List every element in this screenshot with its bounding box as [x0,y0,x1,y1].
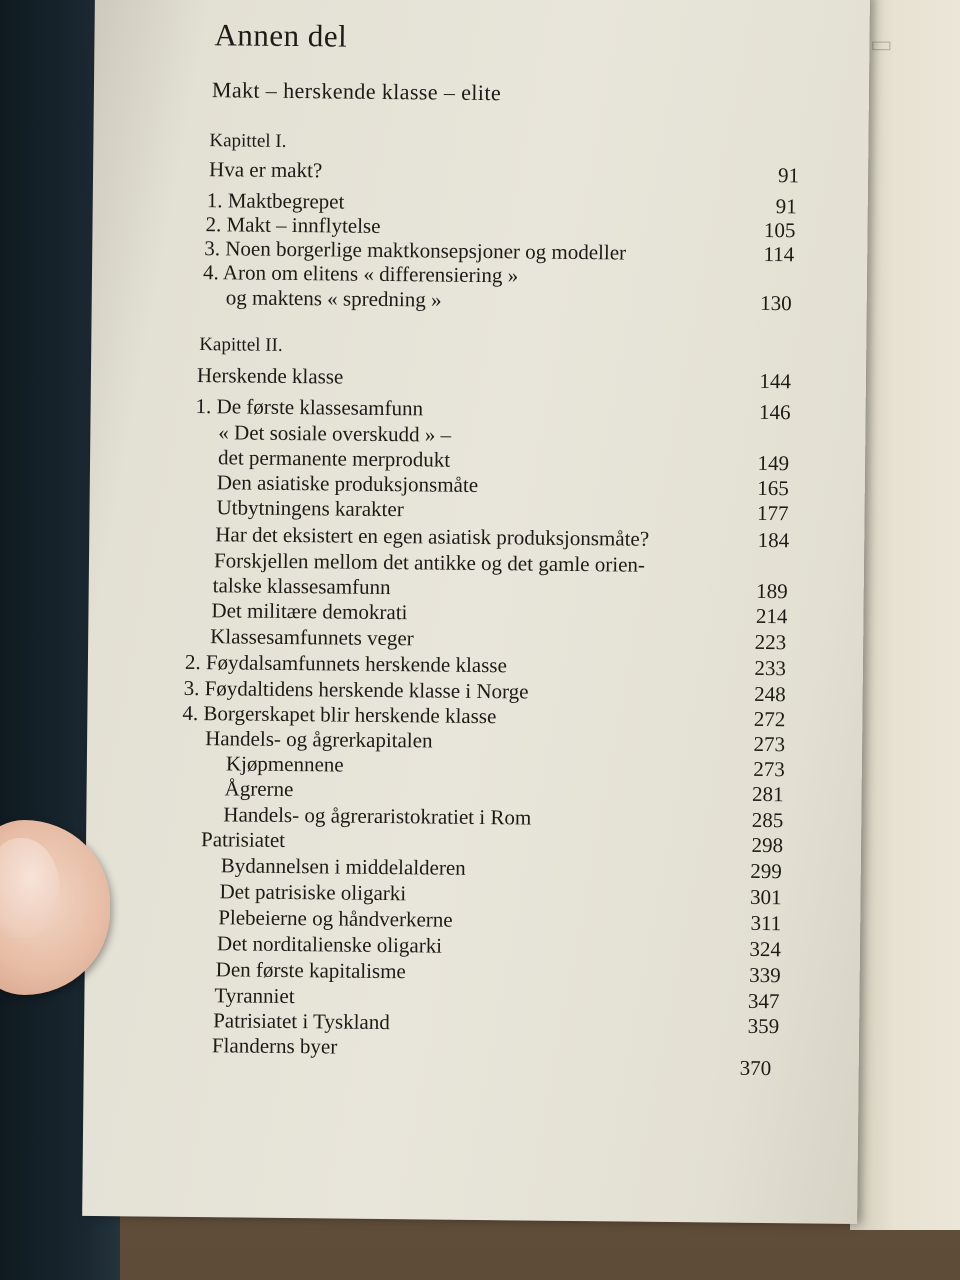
entry-text: Klassesamfunnets veger [210,624,414,651]
entry-text: Den første kapitalisme [215,957,406,984]
entry-text: 1. Maktbegrepet [206,188,345,214]
toc-entry [196,394,791,424]
page-number: 177 [756,500,789,526]
toc-entry [209,157,799,187]
entry-text: 1. De første klassesamfunn [195,394,424,421]
entry-text: Ågrerne [224,776,294,802]
entry-text: Patrisiatet [200,827,286,852]
entry-text: Det patrisiske oligarki [219,879,407,906]
page-number: 223 [754,629,787,655]
toc-entry [218,905,781,935]
toc-entry [212,1033,779,1063]
entry-text: Patrisiatet i Tyskland [213,1008,390,1035]
chapter-label: Kapittel II. [199,334,283,356]
entry-text: Handels- og ågreraristokratiet i Rom [223,802,532,830]
toc-entry [211,598,787,628]
toc-entry [210,624,786,654]
entry-text: Kjøpmennene [225,751,344,777]
entry-text: 3. Føydaltidens herskende klasse i Norge [183,675,529,704]
toc-entry [219,879,781,909]
page-number: 359 [747,1013,780,1039]
entry-text: 2. Føydalsamfunnets herskende klasse [184,649,507,678]
part-title: Annen del [214,17,348,54]
page-number: 347 [747,988,780,1014]
page-number: 184 [757,527,790,553]
toc-entry [201,827,783,857]
entry-text: 3. Noen borgerlige maktkonsepsjoner og modeller [204,236,627,265]
toc-entry [185,650,786,680]
page-number: 273 [753,731,786,757]
page-number: 130 [760,290,792,316]
thumbnail-nail [0,838,60,938]
page-number: 146 [758,399,791,425]
page-number: 285 [751,807,784,833]
page-number: 324 [749,936,782,962]
entry-text: « Det sosiale overskudd » – [218,420,452,447]
entry-text: 4. Aron om elitens « differensiering » [202,260,519,288]
page-number: 105 [763,217,796,243]
page-number: 214 [755,603,788,629]
entry-text: Flanderns byer [211,1033,338,1059]
toc-entry [217,931,781,961]
toc-entry [226,285,792,315]
page-number: 299 [750,858,782,884]
page-number: 91 [777,163,800,188]
entry-text: Handels- og ågrerkapitalen [205,726,433,753]
entry-text: Tyranniet [214,983,295,1009]
page-number: 149 [757,450,790,476]
toc-entry [225,776,784,806]
ghost-text: ▭ [870,32,893,58]
entry-text: Det militære demokrati [211,598,408,625]
entry-text: Herskende klasse [196,363,344,389]
entry-text: Har det eksistert en egen asiatisk produksjonsmåte? [215,522,650,551]
toc-entry [216,957,781,987]
page-number: 114 [763,241,795,267]
page-number: 165 [757,475,789,501]
chapter-label: Kapittel I. [209,130,287,152]
toc-entry [221,853,782,883]
page-number: 144 [759,368,792,394]
entry-text: Forskjellen mellom det antikke og det gamle orien- [213,548,646,577]
page-number: 189 [756,578,788,604]
entry-text: Hva er makt? [208,157,323,183]
entry-text: og maktens « spredning » [225,285,442,312]
entry-text: Det norditalienske oligarki [216,931,443,958]
page-number: 91 [775,194,797,219]
page-number: 301 [749,884,782,910]
book-page [82,0,870,1224]
entry-text: det permanente merprodukt [217,445,451,472]
page-number: 339 [749,962,781,988]
table-of-contents [82,0,870,1224]
page-number: 298 [751,832,784,858]
page-number: 233 [754,655,787,681]
page-number: 273 [753,756,785,782]
toc-entry [215,522,789,552]
entry-text: Utbytningens karakter [216,495,404,522]
page-number: 272 [753,706,786,732]
entry-text: 4. Borgerskapet blir herskende klasse [182,700,497,729]
toc-entry [197,363,791,393]
page-number: 248 [754,681,786,707]
part-subtitle: Makt – herskende klasse – elite [211,77,502,106]
toc-entry [216,495,788,525]
entry-text: 2. Makt – innflytelse [205,212,381,238]
page-number: 370 [739,1055,772,1081]
entry-text: Den asiatiske produksjonsmåte [216,470,479,497]
entry-text: Plebeierne og håndverkerne [218,905,453,932]
entry-text: talske klassesamfunn [212,573,391,600]
entry-text: Bydannelsen i middelalderen [220,853,466,880]
page-number: 281 [751,781,784,807]
page-number: 311 [750,910,782,936]
